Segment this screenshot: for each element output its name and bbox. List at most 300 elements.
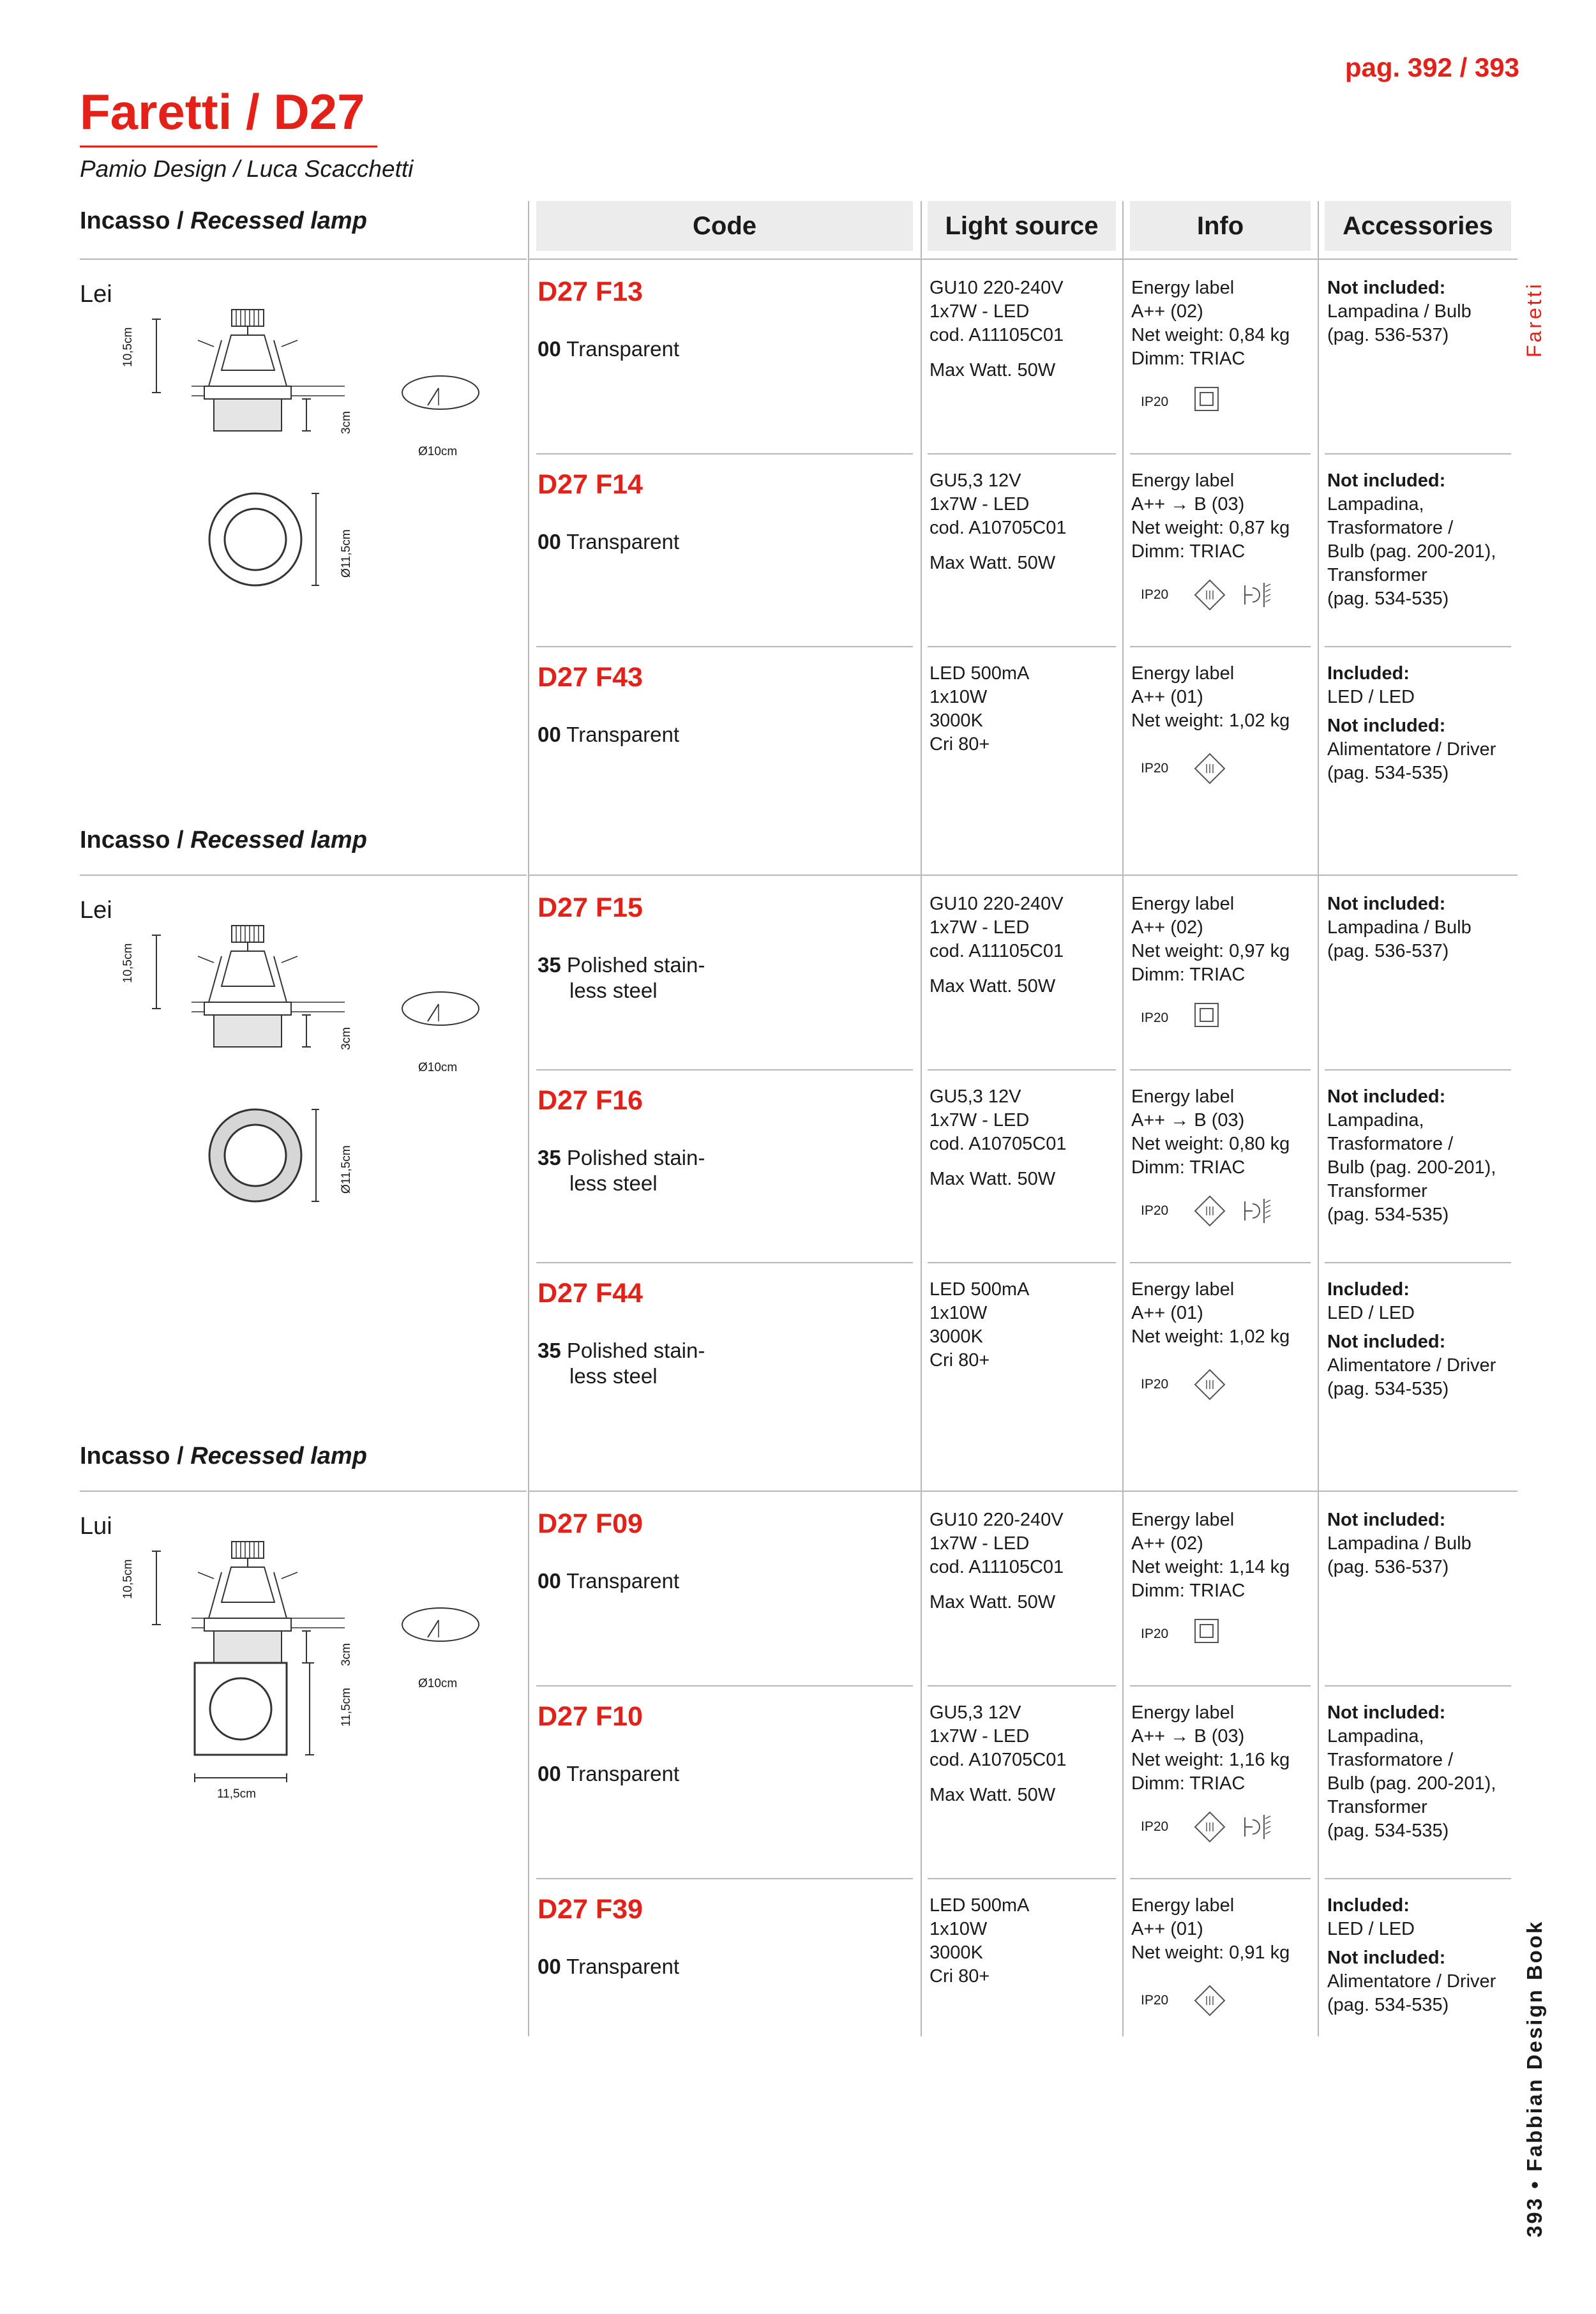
light-source-line: GU10 220-240V	[930, 278, 1064, 298]
light-source-line: 3000K	[930, 1942, 983, 1963]
side-profile-drawing	[121, 290, 351, 456]
section-title-sep: /	[170, 827, 191, 853]
finish-line	[538, 722, 679, 748]
section-title-sep: /	[170, 1443, 191, 1469]
class-iii-diamond-icon	[1194, 1369, 1226, 1401]
accessories-line: Lampadina / Bulb	[1327, 917, 1472, 938]
row-rule	[536, 1069, 913, 1071]
light-source-block	[930, 469, 1066, 575]
accessories-label: Included:	[1327, 1895, 1410, 1916]
light-source-line: cod. A11105C01	[930, 941, 1064, 961]
cutout-hole-drawing	[399, 986, 482, 1031]
finish-code: 00	[538, 337, 561, 361]
accessories-line: Lampadina / Bulb	[1327, 1533, 1472, 1554]
dimmable-transformer-icon	[1238, 579, 1277, 611]
section-rule	[80, 875, 527, 876]
light-source-line: Cri 80+	[930, 734, 990, 755]
max-watt: Max Watt. 50W	[930, 553, 1056, 573]
ip-rating: IP20	[1141, 761, 1169, 776]
accessories-label: Not included:	[1327, 1510, 1446, 1530]
light-source-line: LED 500mA	[930, 663, 1030, 684]
product-code: D27 F15	[538, 892, 643, 923]
row-rule	[1325, 453, 1511, 455]
dim-diameter: Ø11,5cm	[340, 529, 353, 578]
light-source-line: cod. A10705C01	[930, 1134, 1067, 1154]
row-rule	[1325, 646, 1511, 647]
profile-drawing-box	[121, 906, 351, 1076]
info-line: Energy label	[1131, 470, 1235, 491]
info-line: Energy label	[1131, 663, 1235, 684]
light-source-line: GU10 220-240V	[930, 1510, 1064, 1530]
light-source-line: LED 500mA	[930, 1895, 1030, 1916]
class-iii-diamond-icon	[1194, 1985, 1226, 2017]
info-line: Energy label	[1131, 1895, 1235, 1916]
top-view-round-drawing	[192, 1092, 319, 1219]
light-source-block	[930, 1085, 1066, 1191]
accessories-block	[1327, 662, 1496, 785]
section-title	[80, 1443, 367, 1470]
footer-bullet: •	[1523, 2179, 1546, 2189]
accessories-line: Alimentatore / Driver	[1327, 1355, 1496, 1376]
product-code: D27 F44	[538, 1278, 643, 1309]
light-source-line: 1x10W	[930, 687, 988, 707]
info-line: Net weight: 0,80 kg	[1131, 1134, 1290, 1154]
finish-line	[538, 1145, 705, 1171]
dim-depth: 3cm	[340, 411, 353, 434]
top-view-round-drawing	[192, 476, 319, 603]
accessories-label: Included:	[1327, 1279, 1410, 1300]
accessories-label: Included:	[1327, 663, 1410, 684]
finish-description	[538, 722, 679, 748]
ip-icons	[1194, 1195, 1277, 1227]
info-block	[1131, 1085, 1290, 1180]
light-source-line: GU5,3 12V	[930, 1702, 1021, 1723]
finish-name: Transparent	[566, 1569, 679, 1593]
accessories-line: Alimentatore / Driver	[1327, 739, 1496, 760]
accessories-label: Not included:	[1327, 278, 1446, 298]
title-underline	[80, 146, 377, 147]
class-iii-diamond-icon	[1194, 579, 1226, 611]
light-source-line: cod. A11105C01	[930, 325, 1064, 345]
column-divider	[921, 201, 922, 2036]
info-line: A++ (02)	[1131, 917, 1203, 938]
dim-diameter: Ø11,5cm	[340, 1145, 353, 1194]
row-rule	[1130, 1685, 1311, 1687]
column-divider	[1122, 201, 1124, 2036]
light-source-block	[930, 1278, 1029, 1372]
light-source-line: 3000K	[930, 710, 983, 731]
light-source-block	[930, 1701, 1066, 1807]
finish-line	[538, 529, 679, 555]
accessories-line: (pag. 534-535)	[1327, 1379, 1449, 1399]
ip-rating: IP20	[1141, 587, 1169, 602]
light-source-line: GU5,3 12V	[930, 470, 1021, 491]
side-profile-drawing	[121, 906, 351, 1072]
info-block	[1131, 276, 1290, 371]
section-title-it: Incasso	[80, 1443, 170, 1469]
finish-name: Transparent	[566, 337, 679, 361]
dim-depth: 3cm	[340, 1643, 353, 1666]
info-line: A++ → B (03)	[1131, 494, 1245, 515]
row-rule	[1325, 1262, 1511, 1263]
column-header-code: Code	[536, 201, 913, 251]
column-divider	[528, 201, 529, 2036]
finish-code: 00	[538, 723, 561, 746]
dim-side: 11,5cm	[340, 1688, 353, 1727]
finish-description	[538, 1954, 679, 1980]
dim-height: 10,5cm	[121, 327, 135, 367]
hole-drawing-box	[399, 1602, 482, 1650]
dim-hole: Ø10cm	[418, 1677, 458, 1690]
accessories-line: Lampadina / Bulb	[1327, 301, 1472, 322]
max-watt: Max Watt. 50W	[930, 360, 1056, 380]
finish-name: Transparent	[566, 1955, 679, 1978]
finish-line-2: less steel	[569, 1171, 658, 1195]
info-line: Energy label	[1131, 1279, 1235, 1300]
info-block	[1131, 469, 1290, 564]
info-line: Energy label	[1131, 1086, 1235, 1107]
section-rule	[528, 1491, 1517, 1492]
light-source-line: 1x7W - LED	[930, 1533, 1030, 1554]
accessories-line: (pag. 536-537)	[1327, 1557, 1449, 1577]
accessories-block	[1327, 1701, 1496, 1843]
info-line: A++ (01)	[1131, 1919, 1203, 1939]
finish-line	[538, 1338, 705, 1364]
cutout-hole-drawing	[399, 370, 482, 415]
finish-line	[538, 1568, 679, 1594]
max-watt: Max Watt. 50W	[930, 976, 1056, 996]
info-line: Net weight: 0,91 kg	[1131, 1942, 1290, 1963]
accessories-block	[1327, 469, 1496, 611]
top-view-square-drawing	[182, 1650, 348, 1797]
column-header-accessories: Accessories	[1325, 201, 1511, 251]
product-code: D27 F39	[538, 1894, 643, 1925]
class-iii-diamond-icon	[1194, 753, 1226, 785]
row-rule	[1130, 1262, 1311, 1263]
light-source-line: LED 500mA	[930, 1279, 1030, 1300]
finish-code: 35	[538, 1339, 561, 1362]
finish-name: Polished stain-	[566, 1339, 705, 1362]
light-source-line: Cri 80+	[930, 1966, 990, 1987]
accessories-line: Bulb (pag. 200-201),	[1327, 1157, 1496, 1178]
finish-code: 00	[538, 530, 561, 553]
info-line: Dimm: TRIAC	[1131, 541, 1246, 562]
light-source-line: cod. A11105C01	[930, 1557, 1064, 1577]
accessories-line: (pag. 536-537)	[1327, 941, 1449, 961]
ip-icons	[1194, 1618, 1219, 1644]
footer-book-label	[1523, 1920, 1547, 2237]
accessories-label: Not included:	[1327, 716, 1446, 736]
accessories-line: Bulb (pag. 200-201),	[1327, 1773, 1496, 1794]
ip-icons	[1194, 1985, 1226, 2017]
accessories-line: Trasformatore /	[1327, 1750, 1454, 1770]
accessories-block	[1327, 1278, 1496, 1401]
row-rule	[928, 646, 1116, 647]
class-iii-diamond-icon	[1194, 1811, 1226, 1843]
accessories-line: Transformer	[1327, 1181, 1427, 1201]
accessories-line: (pag. 536-537)	[1327, 325, 1449, 345]
accessories-label: Not included:	[1327, 1948, 1446, 1968]
accessories-label: Not included:	[1327, 1332, 1446, 1352]
info-block	[1131, 892, 1290, 987]
light-source-line: 1x10W	[930, 1303, 988, 1323]
section-title	[80, 207, 367, 235]
accessories-line: Alimentatore / Driver	[1327, 1971, 1496, 1992]
row-rule	[536, 1685, 913, 1687]
page-reference: pag. 392 / 393	[1344, 52, 1519, 82]
hole-drawing-box	[399, 986, 482, 1034]
finish-description	[538, 1568, 679, 1594]
finish-name: Transparent	[566, 530, 679, 553]
profile-drawing-box	[121, 290, 351, 460]
row-rule	[1130, 1878, 1311, 1879]
light-source-line: cod. A10705C01	[930, 1750, 1067, 1770]
section-title	[80, 827, 367, 854]
light-source-line: 1x7W - LED	[930, 494, 1030, 515]
accessories-line: Trasformatore /	[1327, 1134, 1454, 1154]
variant-label: Lui	[80, 1513, 112, 1540]
info-block	[1131, 1701, 1290, 1796]
side-category-label: Faretti	[1523, 282, 1546, 357]
info-line: A++ → B (03)	[1131, 1110, 1245, 1131]
info-line: A++ (01)	[1131, 1303, 1203, 1323]
ip-rating: IP20	[1141, 394, 1169, 409]
row-rule	[1130, 646, 1311, 647]
product-code: D27 F09	[538, 1508, 643, 1539]
light-source-line: 1x7W - LED	[930, 1726, 1030, 1747]
info-block	[1131, 1894, 1290, 1965]
max-watt: Max Watt. 50W	[930, 1592, 1056, 1612]
accessories-label: Not included:	[1327, 894, 1446, 914]
row-rule	[536, 646, 913, 647]
cutout-hole-drawing	[399, 1602, 482, 1647]
product-code: D27 F43	[538, 662, 643, 693]
accessories-label: Not included:	[1327, 470, 1446, 491]
info-line: Net weight: 0,97 kg	[1131, 941, 1290, 961]
finish-line	[538, 1761, 679, 1787]
light-source-block	[930, 1508, 1064, 1614]
product-code: D27 F16	[538, 1085, 643, 1116]
product-code: D27 F10	[538, 1701, 643, 1732]
section-title-en: Recessed lamp	[190, 827, 367, 853]
info-line: Net weight: 1,02 kg	[1131, 710, 1290, 731]
row-rule	[536, 453, 913, 455]
info-line: Dimm: TRIAC	[1131, 349, 1246, 369]
row-rule	[928, 453, 1116, 455]
info-line: Net weight: 0,87 kg	[1131, 518, 1290, 538]
accessories-line: Lampadina,	[1327, 494, 1424, 515]
dim-depth: 3cm	[340, 1027, 353, 1050]
accessories-line: LED / LED	[1327, 1303, 1415, 1323]
info-block	[1131, 662, 1290, 733]
finish-line	[538, 336, 679, 362]
accessories-block	[1327, 1508, 1472, 1579]
info-line: Dimm: TRIAC	[1131, 1157, 1246, 1178]
section-rule	[528, 875, 1517, 876]
section-title-en: Recessed lamp	[190, 207, 367, 234]
ip-class-square-icon	[1194, 1618, 1219, 1644]
finish-description	[538, 1338, 705, 1389]
footer-book-title: Fabbian Design Book	[1523, 1920, 1546, 2172]
accessories-label: Not included:	[1327, 1702, 1446, 1723]
finish-line-2: less steel	[569, 979, 658, 1002]
ip-rating: IP20	[1141, 1203, 1169, 1218]
ip-icons	[1194, 753, 1226, 785]
finish-name: Transparent	[566, 1762, 679, 1785]
accessories-line: Transformer	[1327, 565, 1427, 585]
ip-rating: IP20	[1141, 1819, 1169, 1834]
page-title: Faretti / D27	[80, 84, 365, 140]
ip-rating: IP20	[1141, 1627, 1169, 1641]
section-rule	[528, 259, 1517, 260]
info-line: Dimm: TRIAC	[1131, 1581, 1246, 1601]
finish-description	[538, 1145, 705, 1196]
info-line: A++ (02)	[1131, 1533, 1203, 1554]
info-line: Net weight: 0,84 kg	[1131, 325, 1290, 345]
ip-rating: IP20	[1141, 1010, 1169, 1025]
column-header-light-source: Light source	[928, 201, 1116, 251]
row-rule	[1325, 1069, 1511, 1071]
designer-credit: Pamio Design / Luca Scacchetti	[80, 156, 414, 182]
dimmable-transformer-icon	[1238, 1195, 1277, 1227]
accessories-line: (pag. 534-535)	[1327, 1821, 1449, 1841]
info-line: Dimm: TRIAC	[1131, 965, 1246, 985]
finish-description	[538, 952, 705, 1003]
light-source-line: 1x7W - LED	[930, 1110, 1030, 1131]
dim-hole: Ø10cm	[418, 1061, 458, 1074]
finish-code: 35	[538, 953, 561, 977]
variant-label: Lei	[80, 897, 112, 924]
ip-icons	[1194, 1002, 1219, 1028]
product-code: D27 F14	[538, 469, 643, 500]
section-rule	[80, 259, 527, 260]
light-source-line: 3000K	[930, 1326, 983, 1347]
row-rule	[928, 1069, 1116, 1071]
info-line: A++ (01)	[1131, 687, 1203, 707]
row-rule	[928, 1685, 1116, 1687]
light-source-line: GU5,3 12V	[930, 1086, 1021, 1107]
column-divider	[1318, 201, 1319, 2036]
finish-description	[538, 529, 679, 555]
light-source-line: cod. A10705C01	[930, 518, 1067, 538]
row-rule	[536, 1262, 913, 1263]
section-title-it: Incasso	[80, 827, 170, 853]
section-rule	[80, 1491, 527, 1492]
accessories-line: Lampadina,	[1327, 1726, 1424, 1747]
max-watt: Max Watt. 50W	[930, 1785, 1056, 1805]
round-drawing-box	[192, 476, 319, 606]
info-line: Net weight: 1,02 kg	[1131, 1326, 1290, 1347]
ip-rating: IP20	[1141, 1377, 1169, 1392]
dimmable-transformer-icon	[1238, 1811, 1277, 1843]
finish-code: 00	[538, 1569, 561, 1593]
row-rule	[928, 1262, 1116, 1263]
ip-icons	[1194, 386, 1219, 412]
ip-icons	[1194, 1369, 1226, 1401]
finish-line	[538, 952, 705, 978]
ip-rating: IP20	[1141, 1993, 1169, 2008]
accessories-block	[1327, 892, 1472, 963]
accessories-block	[1327, 1894, 1496, 2017]
light-source-line: 1x10W	[930, 1919, 988, 1939]
max-watt: Max Watt. 50W	[930, 1169, 1056, 1189]
light-source-block	[930, 276, 1064, 382]
accessories-line: Transformer	[1327, 1797, 1427, 1817]
row-rule	[536, 1878, 913, 1879]
info-block	[1131, 1508, 1290, 1603]
dim-width: 11,5cm	[217, 1787, 256, 1801]
column-header-info: Info	[1130, 201, 1311, 251]
row-rule	[1325, 1685, 1511, 1687]
accessories-line: LED / LED	[1327, 1919, 1415, 1939]
light-source-line: GU10 220-240V	[930, 894, 1064, 914]
accessories-label: Not included:	[1327, 1086, 1446, 1107]
section-title-en: Recessed lamp	[190, 1443, 367, 1469]
ip-icons	[1194, 579, 1277, 611]
info-block	[1131, 1278, 1290, 1349]
accessories-line: (pag. 534-535)	[1327, 1995, 1449, 2015]
finish-code: 00	[538, 1955, 561, 1978]
accessories-line: Trasformatore /	[1327, 518, 1454, 538]
finish-description	[538, 1761, 679, 1787]
product-code: D27 F13	[538, 276, 643, 307]
light-source-block	[930, 662, 1029, 756]
dim-height: 10,5cm	[121, 1559, 135, 1599]
accessories-line: Bulb (pag. 200-201),	[1327, 541, 1496, 562]
section-title-sep: /	[170, 207, 191, 234]
ip-class-square-icon	[1194, 386, 1219, 412]
variant-label: Lei	[80, 281, 112, 308]
row-rule	[1130, 453, 1311, 455]
hole-drawing-box	[399, 370, 482, 418]
ip-class-square-icon	[1194, 1002, 1219, 1028]
info-line: Energy label	[1131, 1510, 1235, 1530]
light-source-line: 1x7W - LED	[930, 301, 1030, 322]
info-line: A++ (02)	[1131, 301, 1203, 322]
ip-icons	[1194, 1811, 1277, 1843]
info-line: Net weight: 1,14 kg	[1131, 1557, 1290, 1577]
class-iii-diamond-icon	[1194, 1195, 1226, 1227]
accessories-line: (pag. 534-535)	[1327, 1205, 1449, 1225]
finish-name: Polished stain-	[566, 1146, 705, 1169]
light-source-block	[930, 892, 1064, 998]
finish-code: 35	[538, 1146, 561, 1169]
row-rule	[928, 1878, 1116, 1879]
accessories-line: (pag. 534-535)	[1327, 589, 1449, 609]
light-source-block	[930, 1894, 1029, 1988]
footer-page-number: 393	[1523, 2196, 1546, 2237]
round-drawing-box	[192, 1092, 319, 1222]
square-drawing-box	[182, 1650, 348, 1800]
row-rule	[1130, 1069, 1311, 1071]
info-line: A++ → B (03)	[1131, 1726, 1245, 1747]
info-line: Net weight: 1,16 kg	[1131, 1750, 1290, 1770]
finish-name: Transparent	[566, 723, 679, 746]
dim-hole: Ø10cm	[418, 445, 458, 458]
finish-line-2: less steel	[569, 1364, 658, 1388]
light-source-line: Cri 80+	[930, 1350, 990, 1371]
info-line: Energy label	[1131, 894, 1235, 914]
dim-height: 10,5cm	[121, 943, 135, 983]
finish-description	[538, 336, 679, 362]
accessories-line: Lampadina,	[1327, 1110, 1424, 1131]
accessories-block	[1327, 1085, 1496, 1227]
finish-name: Polished stain-	[566, 953, 705, 977]
info-line: Dimm: TRIAC	[1131, 1773, 1246, 1794]
info-line: Energy label	[1131, 1702, 1235, 1723]
accessories-block	[1327, 276, 1472, 347]
light-source-line: 1x7W - LED	[930, 917, 1030, 938]
